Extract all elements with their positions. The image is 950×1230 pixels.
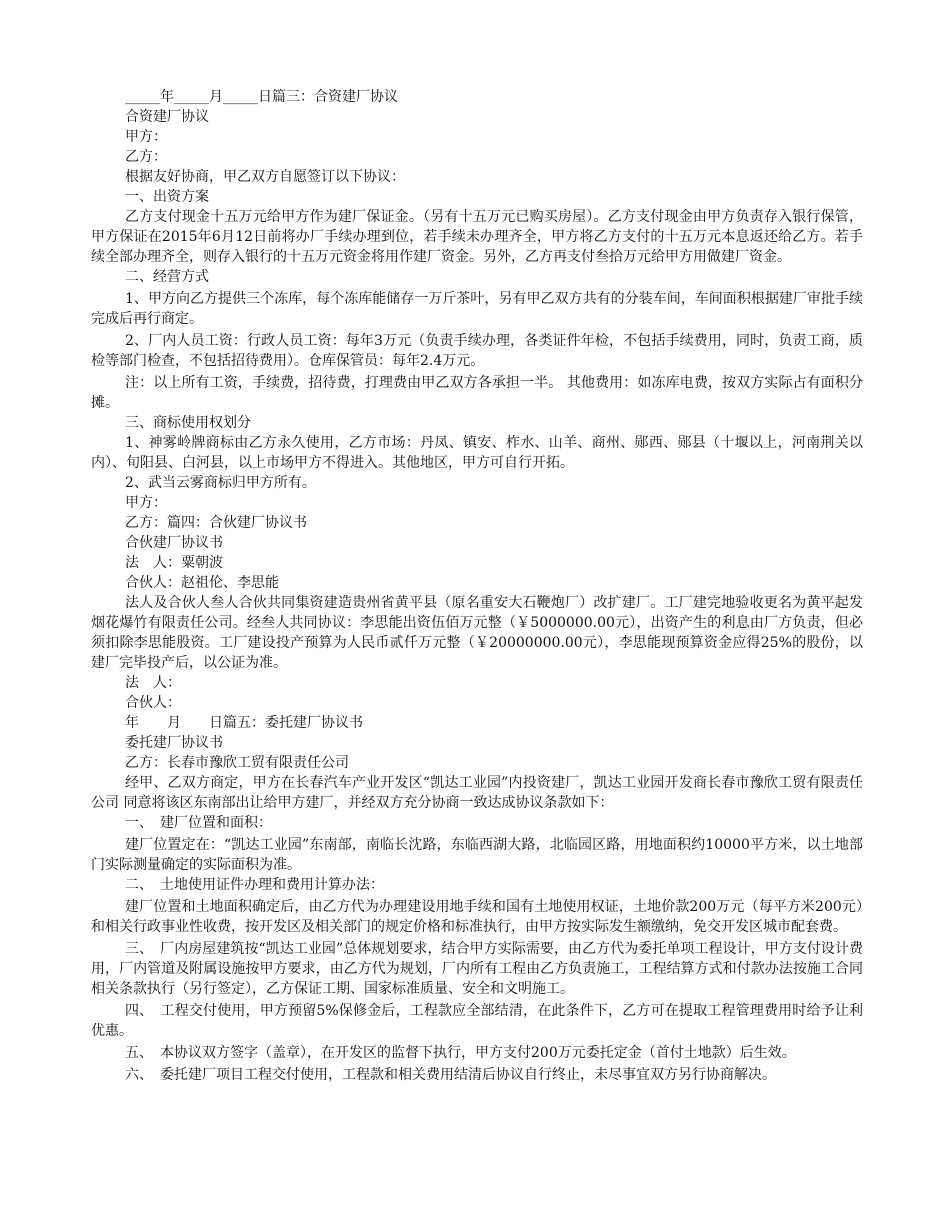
document-body	[91, 87, 863, 1085]
text-line: 乙方：	[125, 149, 167, 165]
text-line: 2、武当云雾商标归甲方所有。	[125, 475, 316, 491]
text-line: 乙方：长春市豫欣工贸有限责任公司	[125, 755, 349, 771]
text-paragraph: 建厂位置定在：“凯达工业园”东南部，南临长沈路，东临西湖大路，北临园区路，用地面积约10000平方米，以土地部门实际测量确定的实际面积为准。	[91, 837, 863, 873]
text-paragraph: 经甲、乙双方商定，甲方在长春汽车产业开发区“凯达工业园”内投资建厂，凯达工业园开发商长春市豫欣工贸有限责任公司 同意将该区东南部出让给甲方建厂，并经双方充分协商一致达成协议条款如下：	[91, 775, 863, 811]
text-line: 一、出资方案	[125, 189, 209, 205]
text-line: 二、经营方式	[125, 269, 209, 285]
text-paragraph: 四、 工程交付使用，甲方预留5%保修金后，工程款应全部结清，在此条件下，乙方可在提取工程管理费用时给予让利优惠。	[91, 1003, 863, 1039]
text-line: 合伙人：	[125, 695, 181, 711]
text-line: 年 月 日篇五：委托建厂协议书	[125, 715, 363, 731]
text-line: 根据友好协商，甲乙双方自愿签订以下协议：	[125, 169, 405, 185]
text-paragraph: 五、 本协议双方签字（盖章），在开发区的监督下执行，甲方支付200万元委托定金（首付土地款）后生效。	[125, 1045, 796, 1061]
text-paragraph: 建厂位置和土地面积确定后，由乙方代为办理建设用地手续和国有土地使用权证，土地价款200万元（每平方米200元）和相关行政事业性收费，按开发区及相关部门的规定价格和标准执行，由甲方按实际发生额缴纳，免交开发区城市配套费。	[91, 899, 863, 935]
text-line: 一、 建厂位置和面积：	[125, 815, 272, 831]
text-line: 合伙人：赵祖伦、李思能	[125, 575, 279, 591]
text-paragraph: 六、 委托建厂项目工程交付使用，工程款和相关费用结清后协议自行终止，未尽事宜双方另行协商解决。	[125, 1067, 776, 1083]
text-line: 甲方：	[125, 129, 167, 145]
text-line: 法 人：粟朝波	[125, 555, 223, 571]
text-line: 合资建厂协议	[125, 109, 209, 125]
text-line: 三、商标使用权划分	[125, 415, 251, 431]
text-line: 甲方：	[125, 495, 167, 511]
text-line: 二、 土地使用证件办理和费用计算办法：	[125, 877, 384, 893]
text-paragraph: 1、神雾岭牌商标由乙方永久使用，乙方市场：丹凤、镇安、柞水、山羊、商州、郧西、郧县（十堰以上，河南荆关以内）、旬阳县、白河县，以上市场甲方不得进入。其他地区，甲方可自行开拓。	[91, 435, 863, 471]
text-paragraph: 1、甲方向乙方提供三个冻库，每个冻库能储存一万斤茶叶，另有甲乙双方共有的分装车间，车间面积根据建厂审批手续完成后再行商定。	[91, 291, 863, 327]
text-line: 委托建厂协议书	[125, 735, 223, 751]
text-line: _____年_____月_____日篇三：合资建厂协议	[125, 89, 398, 105]
text-line: 法 人：	[125, 675, 181, 691]
text-paragraph: 乙方支付现金十五万元给甲方作为建厂保证金。（另有十五万元已购买房屋）。乙方支付现金由甲方负责存入银行保管，甲方保证在2015年6月12日前将办厂手续办理到位，若手续未办理齐全，甲方将乙方支付的十五万元本息返还给乙方。若手续全部办理齐全，则存入银行的十五万元资金将用作建厂资金。另外，乙方再支付叁拾万元给甲方用做建厂资金。	[91, 209, 863, 265]
text-line: 合伙建厂协议书	[125, 535, 223, 551]
text-line: 乙方：篇四：合伙建厂协议书	[125, 515, 307, 531]
text-paragraph: 2、厂内人员工资：行政人员工资：每年3万元（负责手续办理，各类证件年检，不包括手续费用，同时，负责工商，质检等部门检查，不包括招待费用）。仓库保管员：每年2.4万元。	[91, 333, 863, 369]
text-paragraph: 法人及合伙人叁人合伙共同集资建造贵州省黄平县（原名重安大石鞭炮厂）改扩建厂。工厂建完地验收更名为黄平起发烟花爆竹有限责任公司。经叁人共同协议：李思能出资伍佰万元整（￥5000000.00元），出资产生的利息由厂方负责，但必须扣除李思能股资。工厂建设投产预算为人民币贰仟万元整（￥20000000.00元），李思能现预算资金应得25%的股份，以建厂完毕投产后，以公证为准。	[91, 595, 863, 671]
text-paragraph: 三、 厂内房屋建筑按“凯达工业园”总体规划要求，结合甲方实际需要，由乙方代为委托单项工程设计，甲方支付设计费用，厂内管道及附属设施按甲方要求，由乙方代为规划，厂内所有工程由乙方负责施工，工程结算方式和付款办法按施工合同相关条款执行（另行签定），乙方保证工期、国家标准质量、安全和文明施工。	[91, 941, 863, 997]
text-paragraph: 注：以上所有工资，手续费，招待费，打理费由甲乙双方各承担一半。 其他费用：如冻库电费，按双方实际占有面积分摊。	[91, 375, 863, 411]
